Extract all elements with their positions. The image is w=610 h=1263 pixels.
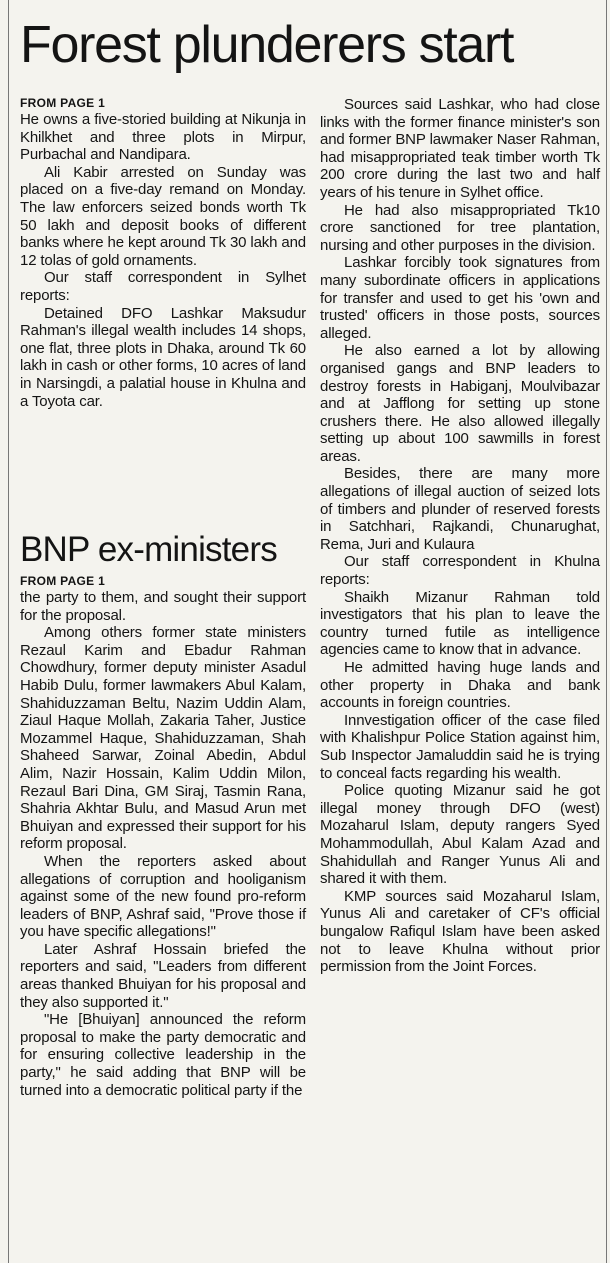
story1-continued-paragraph: He also earned a lot by allowing organised gangs and BNP leaders to destroy forests in Habiganj, Moulvibazar and at Jafflong for setting up stone crushers there. He also allowed illegally setting up about 100 sawmills in forest areas. — [320, 342, 600, 465]
story1-continued-paragraph: Lashkar forcibly took signatures from many subordinate officers in applications for transfer and used to get his 'own and trusted' officers in those posts, sources alleged. — [320, 254, 600, 342]
story1-paragraph: He owns a five-storied building at Nikunja in Khilkhet and three plots in Mirpur, Purbachal and Nandipara. — [20, 111, 306, 164]
story2-paragraph: "He [Bhuiyan] announced the reform proposal to make the party democratic and for ensuring collective leadership in the party," he said adding that BNP will be turned into a democratic political party if the — [20, 1011, 306, 1099]
story1-column-left — [20, 96, 306, 410]
story1-column-right — [320, 96, 600, 976]
story2-headline: BNP ex-ministers — [20, 530, 277, 569]
story2-column — [20, 574, 306, 1099]
story1-continued-paragraph: Shaikh Mizanur Rahman told investigators that his plan to leave the country turned futile as intelligence agencies came to know that in advance. — [320, 588, 600, 659]
story1-continued-paragraph: Our staff correspondent in Khulna reports: — [320, 553, 600, 589]
story1-paragraph: Ali Kabir arrested on Sunday was placed on a five-day remand on Monday. The law enforcers seized bonds worth Tk 50 lakh and deposit books of different banks where he kept around Tk 30 lakh and 12 tolas of gold ornaments. — [20, 163, 306, 269]
story1-kicker: FROM PAGE 1 — [20, 96, 106, 110]
story1-continued-paragraph: Innvestigation officer of the case filed with Khalishpur Police Station against him, Sub Inspector Jamaluddin said he is trying to conceal facts regarding his wealth. — [320, 711, 600, 782]
right-column-rule — [606, 0, 607, 1263]
story2-paragraph: Among others former state ministers Rezaul Karim and Ebadur Rahman Chowdhury, former deputy minister Asadul Habib Dulu, former lawmakers Abul Kalam, Shahiduzzaman Beltu, Nazim Uddin Alam, Ziaul Haque Mollah, Zakaria Taher, Justice Mozammel Haque, Shahiduzzaman, Shah Shaheed Sarwar, Zoinal Abedin, Abdul Alim, Nazir Hossain, Kalim Uddin Milon, Rezaul Bari Dina, GM Siraj, Tasmin Rana, Shahria Akhtar Bulu, and Masud Arun met Bhuiyan and expressed their support for his reform proposal. — [20, 624, 306, 853]
story1-paragraph: Our staff correspondent in Sylhet reports: — [20, 269, 306, 304]
story2-paragraph: Later Ashraf Hossain briefed the reporters and said, "Leaders from different areas thanked Bhuiyan for his proposal and they also supported it." — [20, 940, 306, 1011]
story1-continued-paragraph: He admitted having huge lands and other property in Dhaka and bank accounts in foreign countries. — [320, 659, 600, 712]
story1-continued-paragraph: Sources said Lashkar, who had close links with the former finance minister's son and former BNP lawmaker Naser Rahman, had misappropriated teak timber worth Tk 200 crore during the last two and half years of his tenure in Sylhet office. — [320, 96, 600, 201]
story1-continued-paragraph: He had also misappropriated Tk10 crore sanctioned for tree plantation, nursing and other purposes in the division. — [320, 201, 600, 254]
story2-kicker: FROM PAGE 1 — [20, 574, 106, 588]
story2-paragraph: the party to them, and sought their support for the proposal. — [20, 589, 306, 624]
story1-continued-paragraph: Police quoting Mizanur said he got illegal money through DFO (west) Mozaharul Islam, deputy rangers Syed Mohammodullah, Abul Kalam Azad and Shahidullah and Ranger Yunus Ali and shared it with them. — [320, 782, 600, 888]
story1-paragraph: Detained DFO Lashkar Maksudur Rahman's illegal wealth includes 14 shops, one flat, three plots in Dhaka, around Tk 60 lakh in cash or other forms, 10 acres of land in Narsingdi, a palatial house in Khulna and a Toyota car. — [20, 304, 306, 410]
left-column-rule — [8, 0, 9, 1263]
story1-continued-paragraph: Besides, there are many more allegations of illegal auction of seized lots of timbers and plunder of reserved forests in Satchhari, Rajkandi, Chunarughat, Rema, Juri and Kulaura — [320, 465, 600, 553]
story1-headline: Forest plunderers start — [20, 16, 514, 74]
story2-paragraph: When the reporters asked about allegations of corruption and hooliganism against some of the new found pro-reform leaders of BNP, Ashraf said, "Prove those if you have specific allegations!" — [20, 852, 306, 941]
story1-continued-paragraph: KMP sources said Mozaharul Islam, Yunus Ali and caretaker of CF's official bungalow Rafiqul Islam have been asked not to leave Khulna without prior permission from the Joint Forces. — [320, 887, 600, 976]
